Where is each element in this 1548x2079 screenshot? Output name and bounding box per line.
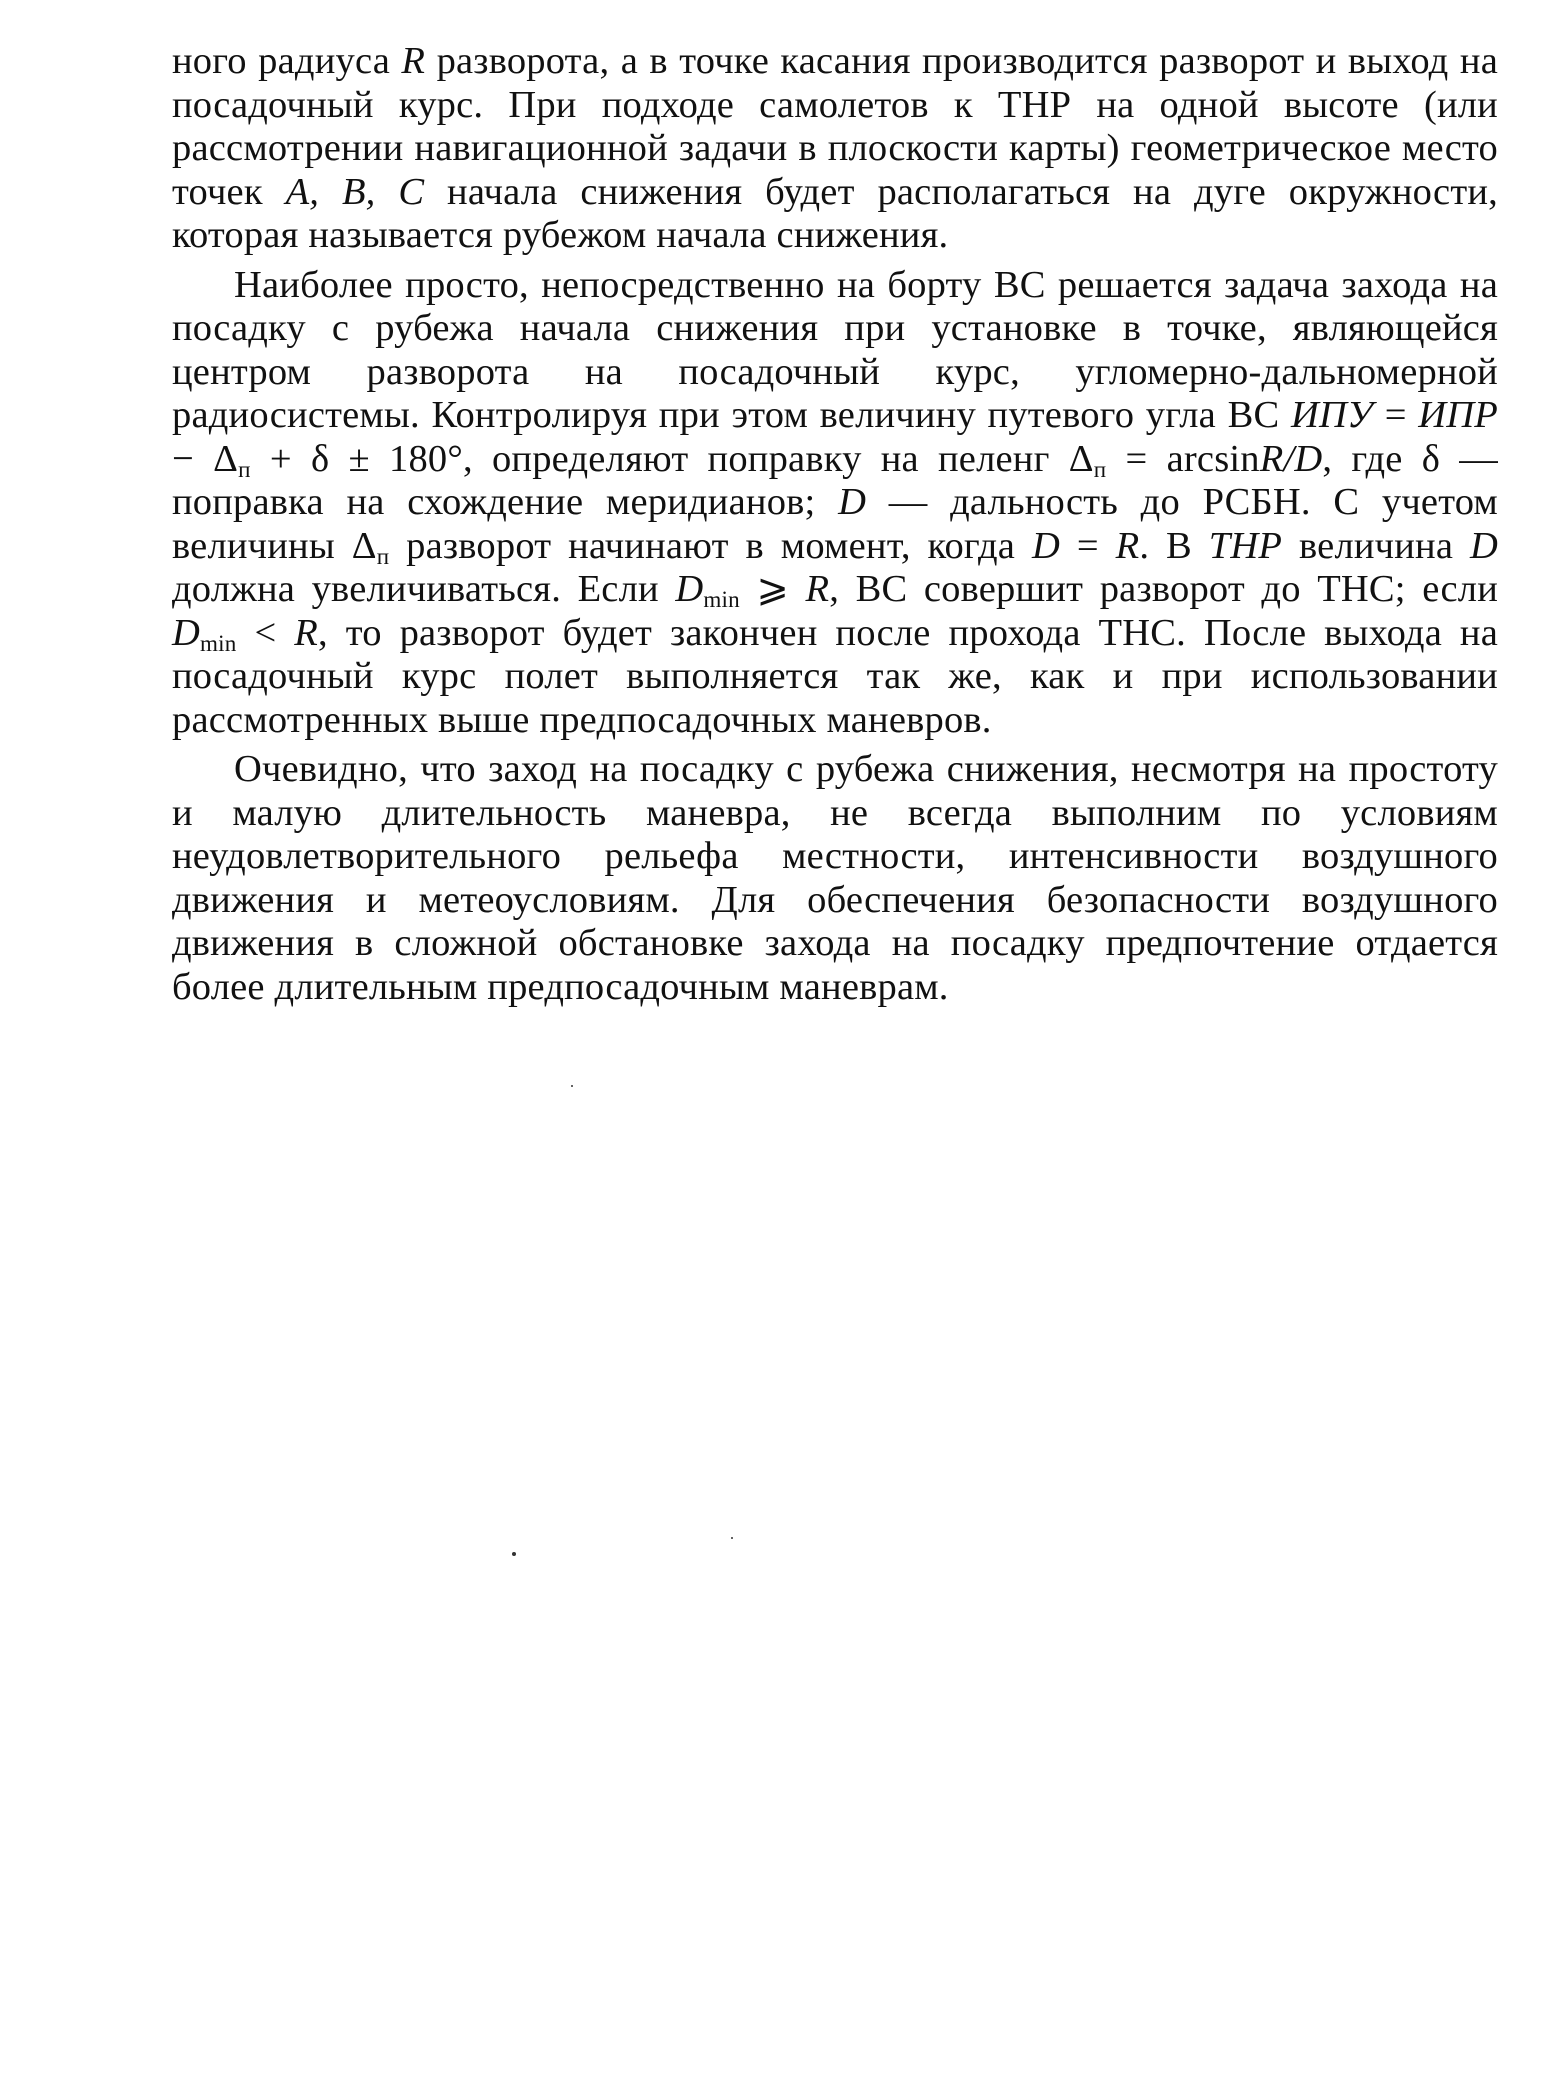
scan-speck [731,1537,733,1539]
paragraph-text: − Δ [172,437,239,480]
scan-speck [571,1085,573,1087]
paragraph-text: ⩾ [739,568,806,610]
paragraph-text: + δ ± 180°, определяют поправку на пеленг Δ [250,437,1094,480]
paragraph-text: разворота, а в точке касания производится разворот и выход на посадочный курс. При подходе самолетов к ТНР на одной высоте (или рассмотрении навигационной задачи в плоскости карты) геометрическое место точек [172,40,1498,213]
italic-text: R [401,40,426,82]
paragraph-text: = arcsin [1106,437,1260,480]
paragraph-text: = [1059,524,1116,567]
paragraph-text: должна увеличиваться. Если [172,568,676,610]
paragraph-text: = [1373,394,1419,436]
paragraph-text: — дальность до РСБН. С учетом величины Δ [172,481,1498,567]
italic-text: D [675,568,704,610]
paragraph-text: . В [1139,524,1209,567]
subscript-text: п [1093,455,1107,482]
paragraph-3 [172,748,1498,1009]
paragraph-text: Наиболее просто, непосредственно на борту ВС решается задача захода на посадку с рубежа начала снижения при установке в точке, являющейся центром разворота на посадочный курс, угломерно-дальномерной радиосистемы. Контролируя при этом величину путевого угла ВС [172,263,1498,436]
italic-text: D [1031,524,1060,567]
paragraph-text: < [236,611,295,654]
paragraph-2 [172,264,1498,743]
paragraph-text: величина [1282,524,1470,567]
paragraph-text: , где δ — поправка на схождение меридианов; [172,437,1498,523]
paragraph-text: , то разворот будет закончен после прохода ТНС. После выхода на посадочный курс полет выполняется так же, как и при использовании рассмотренных выше предпосадочных маневров. [172,611,1498,741]
subscript-text: п [376,542,390,569]
paragraph-text: начала снижения будет располагаться на дуге окружности, которая называется рубежом начала снижения. [172,170,1498,256]
paragraph-text: , ВС совершит разворот до ТНС; если [829,568,1498,610]
italic-text: R [805,568,830,610]
italic-text: D [838,481,867,523]
italic-text: А, В, С [285,170,425,213]
document-page [172,40,1498,1009]
paragraph-text: Очевидно, что заход на посадку с рубежа снижения, несмотря на простоту и малую длительность маневра, не всегда выполним по условиям неудовлетворительного рельефа местности, интенсивности воздушного движения и метеоусловиям. Для обеспечения безопасности воздушного движения в сложной обстановке захода на посадку предпочтение отдается более длительным предпосадочным маневрам. [172,748,1498,1008]
subscript-text: п [238,455,251,482]
italic-text: D [172,611,201,654]
subscript-text: min [200,629,237,656]
italic-text: D [1470,524,1499,567]
italic-text: ИПР [1418,394,1498,436]
italic-text: ТНР [1208,524,1283,567]
italic-text: ИПУ [1290,394,1374,436]
subscript-text: min [703,585,740,612]
italic-text: R [1115,524,1140,567]
paragraph-1 [172,40,1498,258]
italic-text: R/D [1259,437,1323,480]
scan-speck [512,1552,516,1556]
paragraph-text: разворот начинают в момент, когда [389,524,1032,567]
paragraph-text: ного радиуса [172,40,402,82]
italic-text: R [294,611,318,654]
